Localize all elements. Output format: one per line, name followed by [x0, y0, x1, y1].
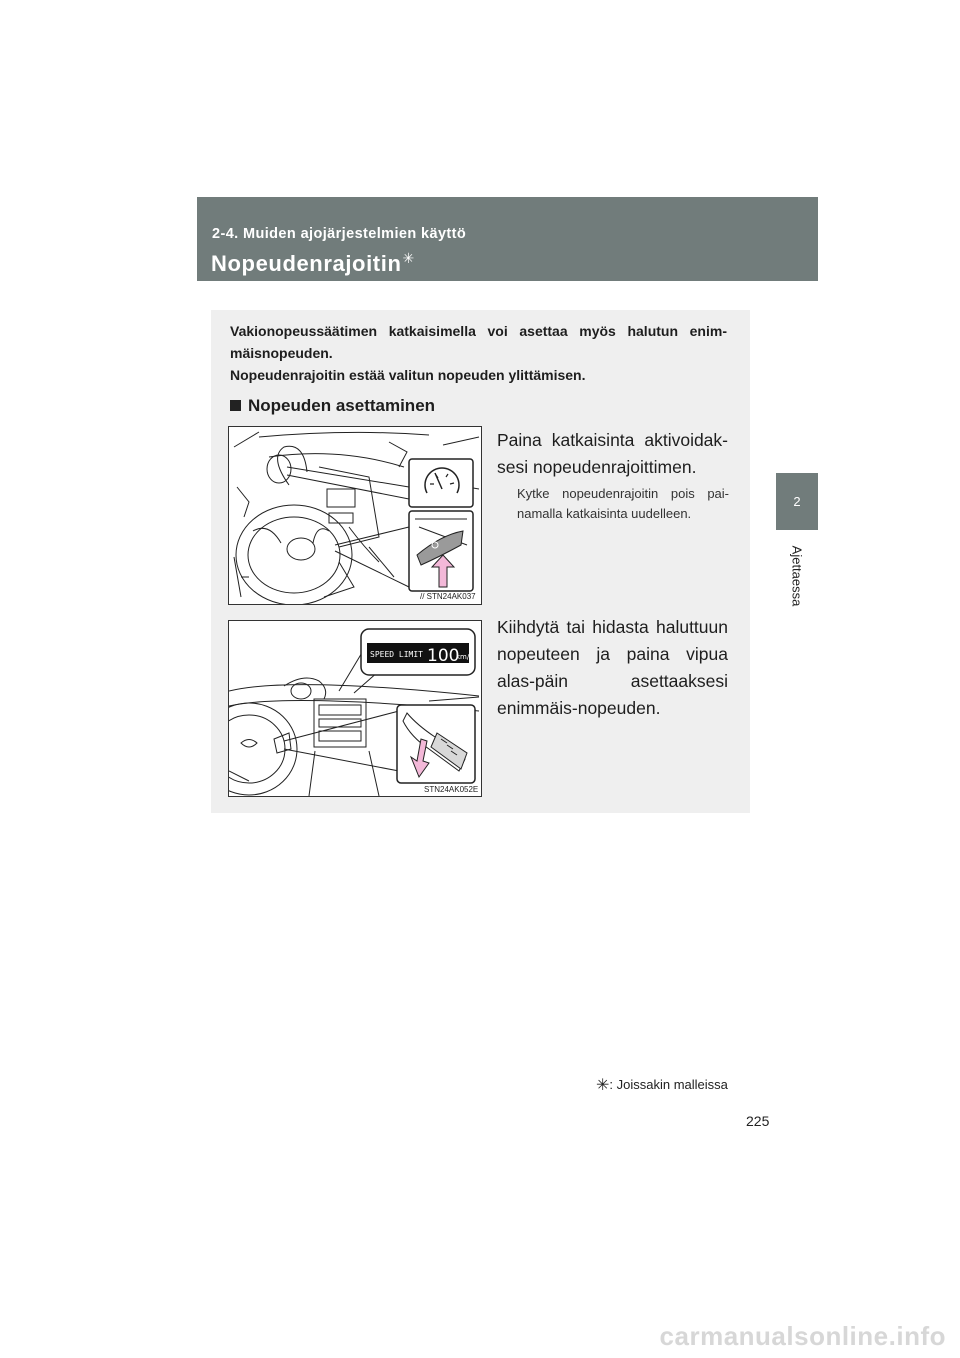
chapter-tab-number: 2: [776, 473, 818, 530]
watermark-text: carmanualsonline.info: [659, 1321, 946, 1351]
page-title-text: Nopeudenrajoitin: [211, 251, 402, 276]
figure-speed-limiter-switch: [228, 426, 482, 605]
intro-line-3: Nopeudenrajoitin estää valitun nopeuden ylittämisen.: [230, 367, 586, 383]
figure-code: STN24AK052E: [424, 785, 479, 794]
chapter-tab-label: [776, 530, 818, 622]
footnote: [596, 1075, 728, 1095]
chapter-tab-label-text: Ajettaessa: [789, 545, 805, 607]
asterisk-icon: ✳: [596, 1077, 610, 1094]
watermark-bar: [0, 1313, 960, 1358]
double-slash-icon: //: [420, 592, 427, 601]
illustration-dashboard-switch: [229, 427, 481, 604]
figure-speed-limit-lever: [228, 620, 482, 797]
display-label: SPEED LIMIT: [370, 650, 423, 659]
step-2-text: Kiihdytä tai hidasta haluttuun nopeuteen ja paina vipua alas-päin asettaaksesi enimmäis-nopeuden.: [497, 617, 728, 718]
step-1-note: Kytke nopeudenrajoitin pois pai-namalla katkaisinta uudelleen.: [517, 486, 729, 521]
subheading-text: Nopeuden asettaminen: [248, 396, 436, 415]
asterisk-icon: ✳: [402, 250, 415, 266]
footnote-text: : Joissakin malleissa: [609, 1077, 728, 1092]
figure-code-text: STN24AK037: [426, 592, 476, 601]
page-title: [211, 250, 415, 277]
display-value: 100: [427, 646, 460, 666]
intro-line-1: Vakionopeussäätimen katkaisimella voi asettaa myös halutun enim-: [230, 323, 727, 339]
square-bullet-icon: [230, 400, 241, 411]
step-1-text: Paina katkaisinta aktivoidak-sesi nopeudenrajoittimen.: [497, 430, 728, 477]
display-unit: km/h: [456, 653, 474, 661]
section-label: 2-4. Muiden ajojärjestelmien käyttö: [212, 226, 467, 242]
page-number: 225: [746, 1113, 770, 1129]
intro-text: [230, 320, 727, 386]
illustration-dashboard-lever: [229, 621, 481, 796]
intro-line-2: mäisnopeuden.: [230, 345, 333, 361]
subheading: [230, 396, 435, 416]
figure-code: [420, 592, 476, 601]
